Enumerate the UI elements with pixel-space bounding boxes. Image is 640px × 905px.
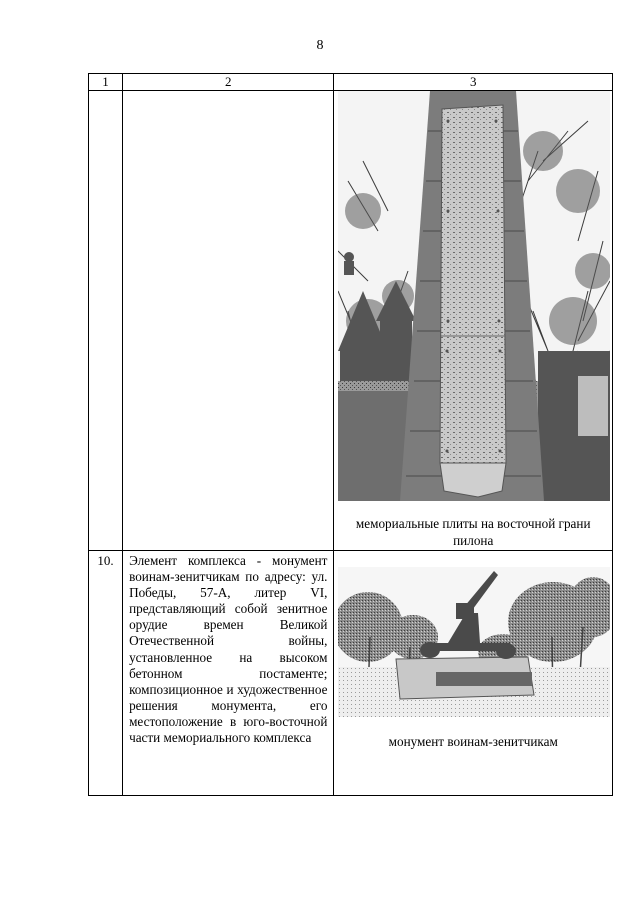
row-number: 10. [89,551,123,796]
row-description [123,91,334,551]
photo-caption: монумент воинам-зенитчикам [388,734,558,749]
page-number: 8 [316,38,324,53]
photo-cell [334,551,613,796]
table-row [89,551,613,796]
row-description: Элемент комплекса - монумент воинам-зенитчикам по адресу: ул. Победы, 57-А, литер VI, представляющий собой зенитное орудие времен Великой Отечественной войны, установленное на высоком бетонном постаменте; композиционное и художественное решения монумента, его местоположение в юго-восточной части мемориального комплекса [123,551,334,796]
photo-cell [334,91,613,551]
photo-caption: мемориальные плиты на восточной грани пилона [355,516,591,548]
monument-table [88,73,613,796]
row-number [89,91,123,551]
column-header-3: 3 [334,74,613,91]
column-header-1: 1 [89,74,123,91]
memorial-plaques-photo [338,91,610,501]
table-header-row [89,74,613,91]
anti-aircraft-gun-photo [338,567,610,717]
column-header-2: 2 [123,74,334,91]
table-row [89,91,613,551]
